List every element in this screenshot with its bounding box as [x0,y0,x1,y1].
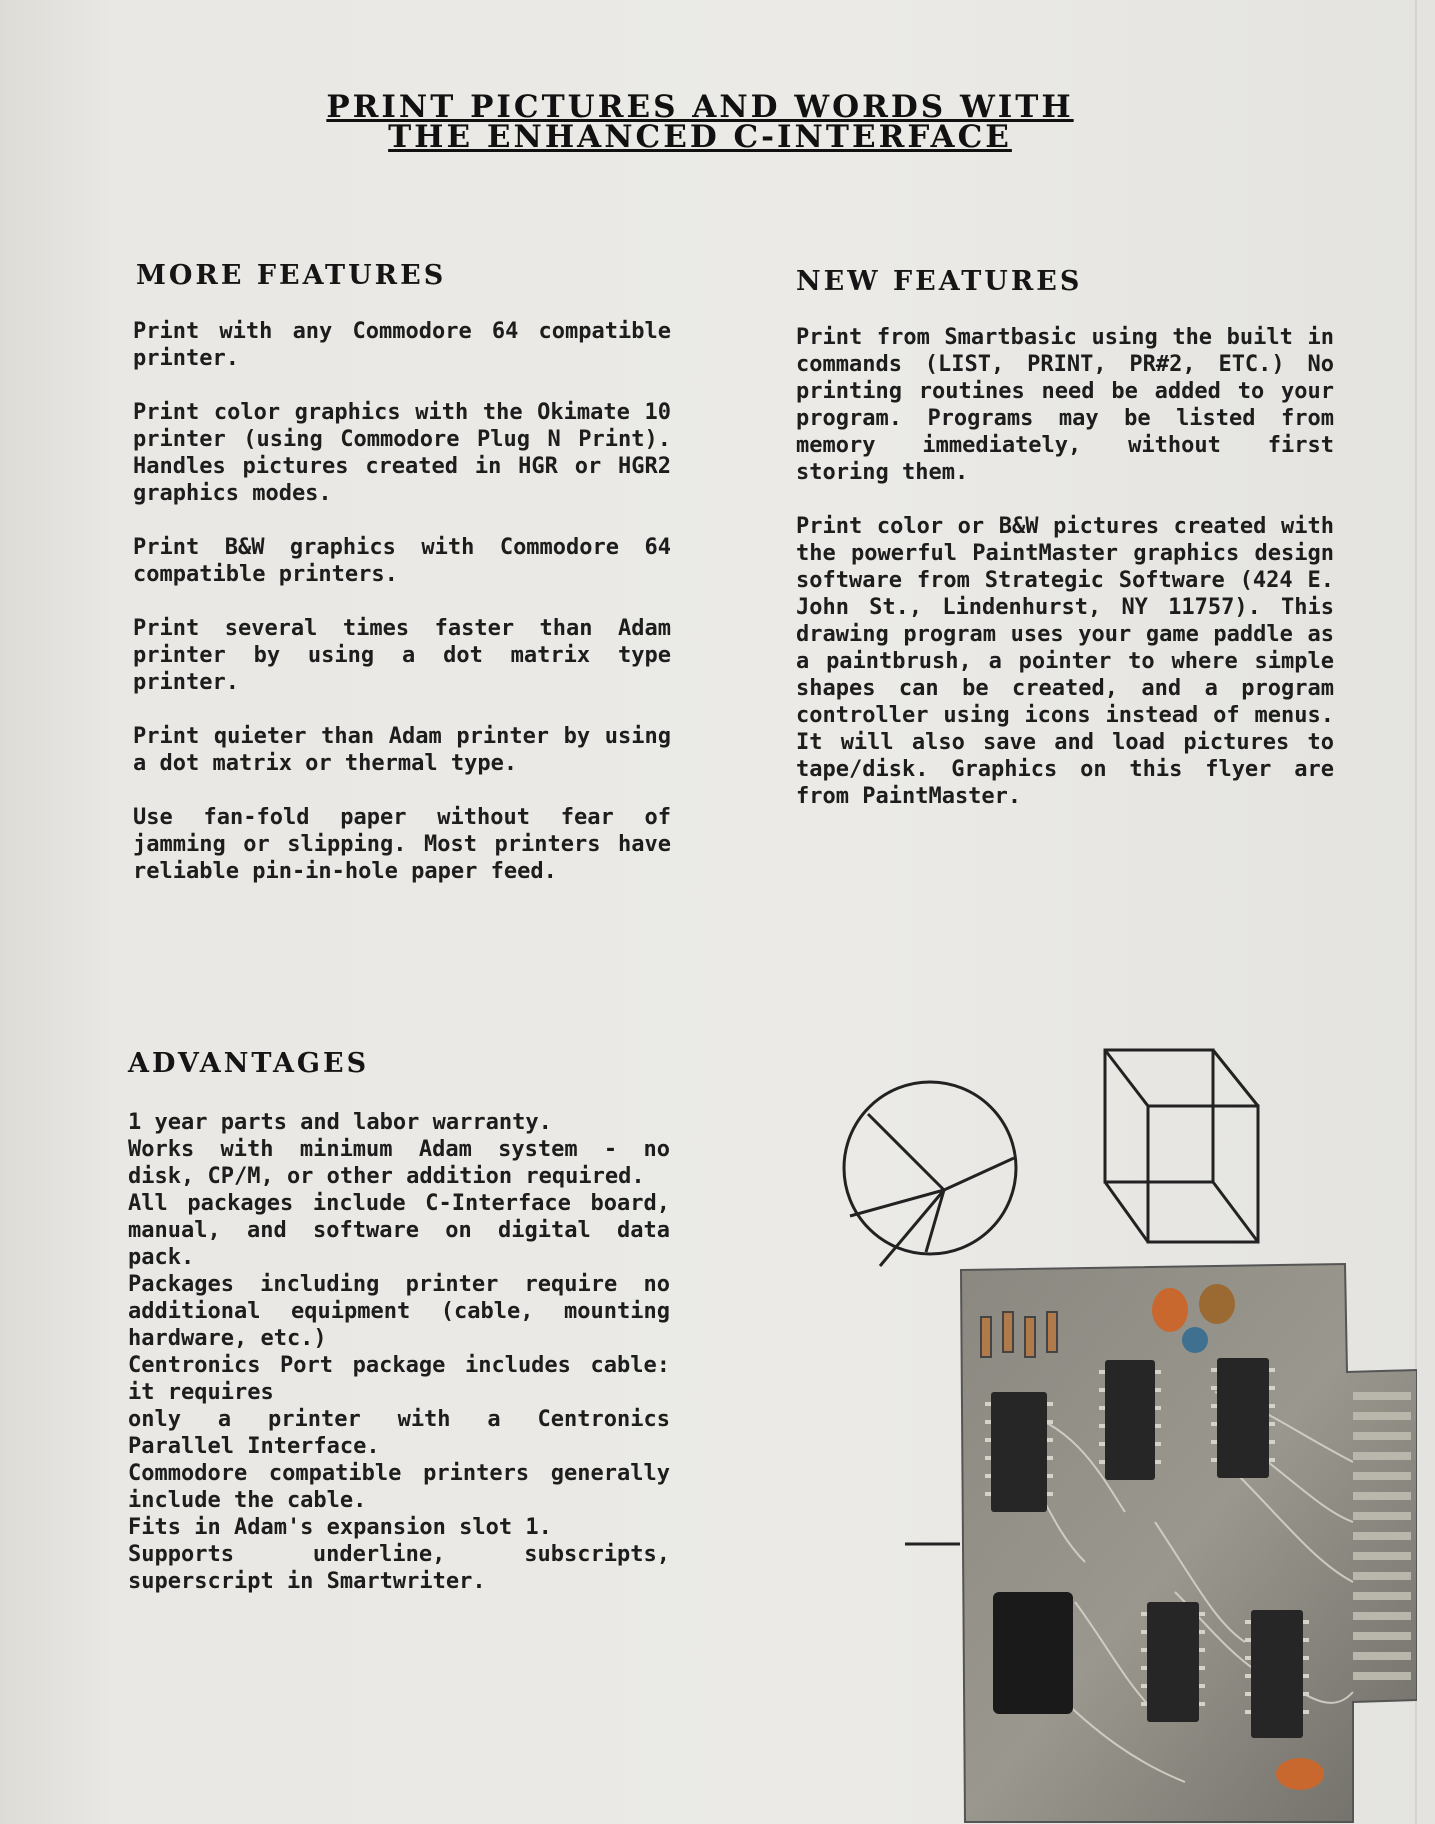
advantage-line: 1 year parts and labor warranty. [128,1110,552,1135]
more-features-paragraph: Use fan-fold paper without fear of jamming or slipping. Most printers have reliable pin-in-hole paper feed. [133,805,671,884]
more-features-paragraph: Print with any Commodore 64 compatible printer. [133,319,671,371]
pie-chart-drawing-icon [844,1082,1016,1266]
ic-chip [1105,1360,1155,1480]
advantage-line: All packages include C-Interface board, manual, and software on digital data pack. [128,1191,670,1270]
more-features-paragraph: Print B&W graphics with Commodore 64 compatible printers. [133,535,671,587]
advantage-line: Supports underline, subscripts, superscript in Smartwriter. [128,1542,670,1594]
more-features-title: MORE FEATURES [136,260,447,291]
ic-chip [1147,1602,1199,1722]
more-features-paragraph: Print quieter than Adam printer by using a dot matrix or thermal type. [133,724,671,776]
advantages-column [128,1109,670,1595]
headline-line-2: THE ENHANCED C-INTERFACE [388,119,1012,155]
wireframe-cube-drawing-icon [1105,1050,1258,1242]
transformer [993,1592,1073,1714]
new-features-paragraph: Print color or B&W pictures created with the powerful PaintMaster graphics design software from Strategic Software (424 E. John St., Lindenhurst, NY 11757). This drawing program uses your game paddle as a paintbrush, a pointer to where simple shapes can be created, and a program controller using icons instead of menus. It will also save and load pictures to tape/disk. Graphics on this flyer are from PaintMaster. [796,514,1334,809]
advantage-line: Commodore compatible printers generally include the cable. [128,1461,670,1513]
more-features-paragraph: Print several times faster than Adam printer by using a dot matrix type printer. [133,616,671,695]
ic-chip [1217,1358,1269,1478]
ic-chip [991,1392,1047,1512]
advantage-line: Works with minimum Adam system - no disk, CP/M, or other addition required. [128,1137,670,1189]
more-features-column [133,318,671,912]
circuit-board-photo [955,1262,1417,1824]
new-features-paragraph: Print from Smartbasic using the built in commands (LIST, PRINT, PR#2, ETC.) No printing routines need be added to your program. Programs may be listed from memory immediately, without first storing them. [796,325,1334,485]
advantage-line: Packages including printer require no additional equipment (cable, mounting hardware, etc.) [128,1272,670,1351]
ic-chip [1251,1610,1303,1738]
more-features-paragraph: Print color graphics with the Okimate 10 printer (using Commodore Plug N Print). Handles pictures created in HGR or HGR2 graphics modes. [133,400,671,506]
new-features-column [796,324,1334,837]
headline [170,89,1230,155]
advantage-line: Fits in Adam's expansion slot 1. [128,1515,552,1540]
advantage-line: Centronics Port package includes cable: it requires [128,1353,670,1405]
advantages-title: ADVANTAGES [128,1048,370,1079]
advantage-line: only a printer with a Centronics Parallel Interface. [128,1407,670,1459]
headline-line-1: PRINT PICTURES AND WORDS WITH [326,89,1074,125]
new-features-title: NEW FEATURES [796,266,1083,297]
